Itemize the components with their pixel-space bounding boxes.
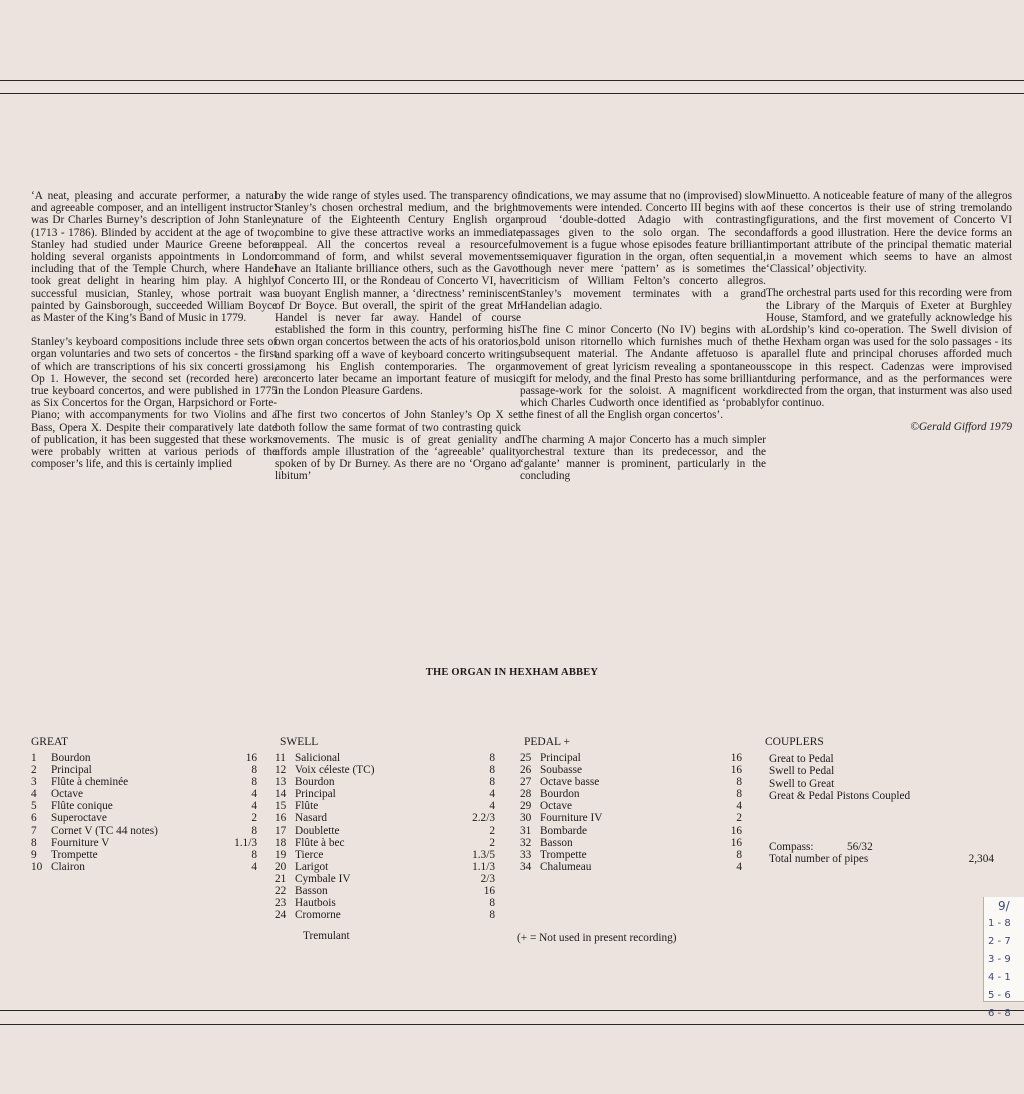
stop-number: 33 (520, 848, 532, 861)
stop-number: 12 (275, 764, 287, 777)
stop-name: Basson (295, 885, 328, 898)
stop-name: Bourdon (540, 788, 580, 801)
stop-name: Salicional (295, 752, 341, 764)
stop-pitch: 8 (489, 897, 495, 910)
swell-stop-list (275, 752, 495, 921)
notes-column-1 (31, 190, 277, 482)
stop-pitch: 4 (251, 800, 257, 813)
stop-name: Clairon (51, 860, 85, 873)
handwritten-line: 5 - 6 (988, 990, 1011, 1001)
stop-name: Cornet V (TC 44 notes) (51, 824, 158, 837)
stop-name: Trompette (540, 848, 587, 861)
handwritten-line: 3 - 9 (988, 954, 1011, 965)
stop-pitch: 2/3 (480, 872, 495, 885)
top-rule-1 (0, 80, 1024, 81)
stop-row (520, 849, 742, 861)
stop-row (275, 897, 495, 909)
stop-pitch: 1.1/3 (472, 860, 495, 873)
stop-row (520, 788, 742, 800)
author-credit: ©Gerald Gifford 1979 (910, 421, 1012, 434)
top-rule-2 (0, 93, 1024, 94)
stop-number: 22 (275, 885, 287, 898)
coupler-item: Swell to Great (769, 777, 835, 790)
stop-name: Bourdon (51, 752, 91, 764)
stop-number: 20 (275, 860, 287, 873)
stop-number: 19 (275, 848, 287, 861)
bottom-rule-2 (0, 1024, 1024, 1025)
stop-pitch: 4 (736, 860, 742, 873)
stop-pitch: 4 (251, 860, 257, 873)
stop-number: 4 (31, 788, 37, 801)
stop-pitch: 8 (489, 909, 495, 922)
stop-name: Soubasse (540, 764, 583, 777)
stop-pitch: 2 (251, 812, 257, 825)
stop-row (520, 861, 742, 873)
stop-pitch: 16 (730, 764, 742, 777)
stop-number: 18 (275, 836, 287, 849)
pedal-note: (+ = Not used in present recording) (517, 932, 677, 944)
stop-pitch: 16 (730, 836, 742, 849)
stop-pitch: 4 (489, 788, 495, 801)
stop-pitch: 8 (489, 776, 495, 789)
stop-row (520, 812, 742, 824)
handwritten-line: 2 - 7 (988, 936, 1011, 947)
stop-number: 21 (275, 872, 287, 885)
stop-name: Principal (540, 752, 581, 764)
stop-pitch: 1.3/5 (472, 848, 495, 861)
stop-name: Trompette (51, 848, 98, 861)
stop-row (275, 873, 495, 885)
stop-pitch: 16 (483, 885, 495, 898)
stop-number: 27 (520, 776, 532, 789)
pipes-value: 2,304 (968, 853, 994, 866)
stop-row (275, 861, 495, 873)
stop-pitch: 8 (489, 752, 495, 764)
organ-title: THE ORGAN IN HEXHAM ABBEY (425, 667, 599, 678)
stop-row (275, 800, 495, 812)
handwritten-note (983, 897, 1024, 1019)
stop-name: Nasard (295, 812, 327, 825)
notes-paragraph: The charming A major Concerto has a much simpler orchestral texture than its predecessor, and the ‘galante’ manner is prominent, particularly in the concluding (520, 433, 766, 483)
tremulant-label: Tremulant (303, 930, 350, 942)
stop-name: Larigot (295, 860, 329, 873)
stop-row (275, 825, 495, 837)
notes-paragraph: Minuetto. A noticeable feature of many of the allegros of these concertos is their use of string tremolando figurations, and the first movement of Concerto VI affords a good illustration. Here the device forms an important attribute of the principal thematic material in a movement which seems to have an almost ‘Classical’ objectivity. (766, 190, 1012, 276)
notes-column-4 (766, 190, 1012, 434)
handwritten-line: 1 - 8 (988, 918, 1011, 929)
stop-name: Chalumeau (540, 860, 592, 873)
stop-row (275, 849, 495, 861)
stop-name: Hautbois (295, 897, 336, 910)
stop-name: Flûte (295, 800, 319, 813)
stop-number: 28 (520, 788, 532, 801)
stop-pitch: 8 (251, 764, 257, 777)
stop-pitch: 2 (489, 824, 495, 837)
stop-pitch: 2 (489, 836, 495, 849)
swell-heading: SWELL (280, 736, 319, 748)
pedal-stop-list (520, 752, 742, 873)
stop-pitch: 16 (730, 824, 742, 837)
stop-number: 31 (520, 824, 532, 837)
stop-pitch: 8 (251, 824, 257, 837)
stop-row (275, 812, 495, 824)
notes-column-2 (275, 190, 521, 495)
stop-number: 3 (31, 776, 37, 789)
stop-number: 5 (31, 800, 37, 813)
stop-name: Principal (295, 788, 336, 801)
stop-name: Basson (540, 836, 573, 849)
stop-pitch: 8 (736, 848, 742, 861)
stop-row (31, 764, 257, 776)
stop-number: 26 (520, 764, 532, 777)
stop-number: 29 (520, 800, 532, 813)
notes-paragraph: ‘A neat, pleasing and accurate performer, a natural and agreeable composer, and an intelligent instructor’ was Dr Charles Burney’s description of John Stanley (1713 - 1786). Blinded by accident at the age of two, Stanley had studied under Maurice Greene before holding several organists appointments in London including that of the Temple Church, where Handel took great delight in hearing him play. A highly successful musician, Stanley, whose portrait was painted by Gainsborough, succeeded William Boyce as Master of the King’s Band of Music in 1779. (31, 190, 277, 325)
notes-paragraph: Stanley’s keyboard compositions include three sets of organ voluntaries and two sets of concertos - the first of which are transcriptions of his six concerti grossi, Op 1. However, the second set (recorded here) are true keyboard concertos, and were published in 1775 as Six Concertos for the Organ, Harpsichord or Forte-Piano; with accompanyments for two Violins and a Bass, Opera X. Despite their comparatively late date of publication, it has been suggested that these works were probably written at various periods of the composer’s life, and this is certainly implied (31, 336, 277, 471)
stop-row (520, 764, 742, 776)
stop-row (275, 837, 495, 849)
stop-row (520, 837, 742, 849)
stop-name: Flûte à bec (295, 836, 345, 849)
stop-pitch: 8 (736, 788, 742, 801)
stop-row (31, 752, 257, 764)
stop-name: Octave (540, 800, 572, 813)
stop-number: 17 (275, 824, 287, 837)
stop-number: 30 (520, 812, 532, 825)
stop-name: Flûte à cheminée (51, 776, 129, 789)
coupler-item: Great & Pedal Pistons Coupled (769, 790, 911, 803)
great-heading: GREAT (31, 736, 69, 748)
stop-name: Tierce (295, 848, 324, 861)
stop-name: Octave (51, 788, 83, 801)
stop-number: 24 (275, 909, 287, 922)
stop-number: 25 (520, 752, 532, 764)
stop-pitch: 1.1/3 (234, 836, 257, 849)
notes-paragraph: The first two concertos of John Stanley’s Op X set both follow the same format of two contrasting quick movements. The music is of great geniality and affords ample illustration of the ‘agreeable’ quality spoken of by Dr Burney. As there are no ‘Organo ad libitum’ (275, 409, 521, 483)
stop-number: 15 (275, 800, 287, 813)
handwritten-line: 4 - 1 (988, 972, 1011, 983)
stop-number: 13 (275, 776, 287, 789)
stop-name: Voix céleste (TC) (295, 764, 375, 777)
stop-name: Fourniture IV (540, 812, 603, 825)
stop-row (31, 776, 257, 788)
stop-pitch: 8 (489, 764, 495, 777)
stop-row (31, 849, 257, 861)
stop-name: Octave basse (540, 776, 600, 789)
stop-row (275, 764, 495, 776)
stop-number: 16 (275, 812, 287, 825)
stop-name: Fourniture V (51, 836, 110, 849)
stop-row (275, 752, 495, 764)
stop-name: Superoctave (51, 812, 107, 825)
stop-pitch: 16 (245, 752, 257, 764)
great-stop-list (31, 752, 257, 873)
stop-row (275, 885, 495, 897)
compass-value: 56/32 (847, 841, 873, 853)
coupler-item: Swell to Pedal (769, 765, 835, 778)
stop-name: Cymbale IV (295, 872, 351, 885)
handwritten-heading: 9/ (998, 899, 1010, 913)
pedal-heading: PEDAL + (524, 736, 570, 748)
stop-pitch: 4 (736, 800, 742, 813)
couplers-heading: COUPLERS (765, 736, 824, 748)
stop-name: Doublette (295, 824, 340, 837)
stop-name: Principal (51, 764, 92, 777)
stop-number: 9 (31, 848, 37, 861)
stop-row (31, 861, 257, 873)
stop-pitch: 16 (730, 752, 742, 764)
stop-row (31, 812, 257, 824)
coupler-item: Great to Pedal (769, 753, 834, 765)
stop-number: 7 (31, 824, 37, 837)
stop-name: Bombarde (540, 824, 588, 837)
compass-block (769, 841, 994, 866)
notes-paragraph: The orchestral parts used for this recording were from the Library of the Marquis of Exeter at Burghley House, Stamford, and we gratefully acknowledge his Lordship’s kind co-operation. The Swell division of the Hexham organ was used for the solo passages - its parallel flute and principal choruses afforded much scope in this respect. Cadenzas were improvised during performance, and as the performances were directed from the organ, that insturment was also used for continuo. (766, 287, 1012, 410)
notes-paragraph: The fine C minor Concerto (No IV) begins with a bold unison ritornello which furnishes much of the subsequent material. The Andante affetuoso is a movement of great lyricism revealing a spontaneous gift for melody, and the final Presto has some brilliant passage-work for the soloist. A magnificent work which Charles Cudworth once identified as ‘probably the finest of all the English organ concertos’. (520, 324, 766, 422)
stop-number: 8 (31, 836, 37, 849)
coupler-list (769, 753, 910, 803)
stop-number: 14 (275, 788, 287, 801)
handwritten-line: 6 - 8 (988, 1008, 1011, 1019)
notes-paragraph: indications, we may assume that no (improvised) slow movements were intended. Concerto III begins with a proud ‘double-dotted Adagio with contrasting passages given to the solo organ. The second movement is a fugue whose episodes feature brilliant semiquaver figuration in the organ, often sequential, though never mere ‘pattern’ as is sometimes the criticism of William Felton’s concerto allegros. Stanley’s movement terminates with a grand Handelian adagio. (520, 190, 766, 312)
stop-row (520, 800, 742, 812)
stop-pitch: 8 (251, 776, 257, 789)
stop-row (520, 752, 742, 764)
stop-row (31, 788, 257, 800)
stop-name: Cromorne (295, 909, 341, 922)
stop-pitch: 4 (251, 788, 257, 801)
stop-number: 6 (31, 812, 37, 825)
stop-number: 34 (520, 860, 532, 873)
stop-pitch: 4 (489, 800, 495, 813)
stop-name: Flûte conique (51, 800, 113, 813)
stop-row (275, 909, 495, 921)
stop-row (520, 776, 742, 788)
notes-paragraph: by the wide range of styles used. The transparency of Stanley’s chosen orchestral medium, and the bright nature of the Eighteenth Century English organ combine to give these attractive works an immediate appeal. All the concertos reveal a resourceful command of form, and whilst several movements have an Italiante brilliance others, such as the Gavot of Concerto III, or the Rondeau of Concerto VI, have a buoyant English manner, a ‘directness’ reminiscent of Dr Boyce. But overall, the spirit of the great Mr Handel is never far away. Handel of course established the form in this country, performing his own organ concertos between the acts of his oratorios, and sparking off a wave of keyboard concerto writing among his English contemporaries. The organ concerto later became an important feature of music in the London Pleasure Gardens. (275, 190, 521, 398)
stop-number: 1 (31, 752, 37, 764)
stop-number: 23 (275, 897, 287, 910)
stop-row (275, 776, 495, 788)
stop-pitch: 2.2/3 (472, 812, 495, 825)
stop-pitch: 8 (736, 776, 742, 789)
stop-number: 32 (520, 836, 532, 849)
stop-name: Bourdon (295, 776, 335, 789)
notes-column-3 (520, 190, 766, 494)
stop-row (31, 800, 257, 812)
bottom-rule-1 (0, 1010, 1024, 1011)
stop-number: 11 (275, 752, 286, 764)
stop-pitch: 2 (736, 812, 742, 825)
stop-row (275, 788, 495, 800)
stop-row (31, 837, 257, 849)
stop-row (31, 825, 257, 837)
pipes-label: Total number of pipes (769, 853, 869, 866)
stop-pitch: 8 (251, 848, 257, 861)
compass-label: Compass: (769, 841, 814, 853)
stop-number: 10 (31, 860, 43, 873)
stop-number: 2 (31, 764, 37, 777)
stop-row (520, 825, 742, 837)
